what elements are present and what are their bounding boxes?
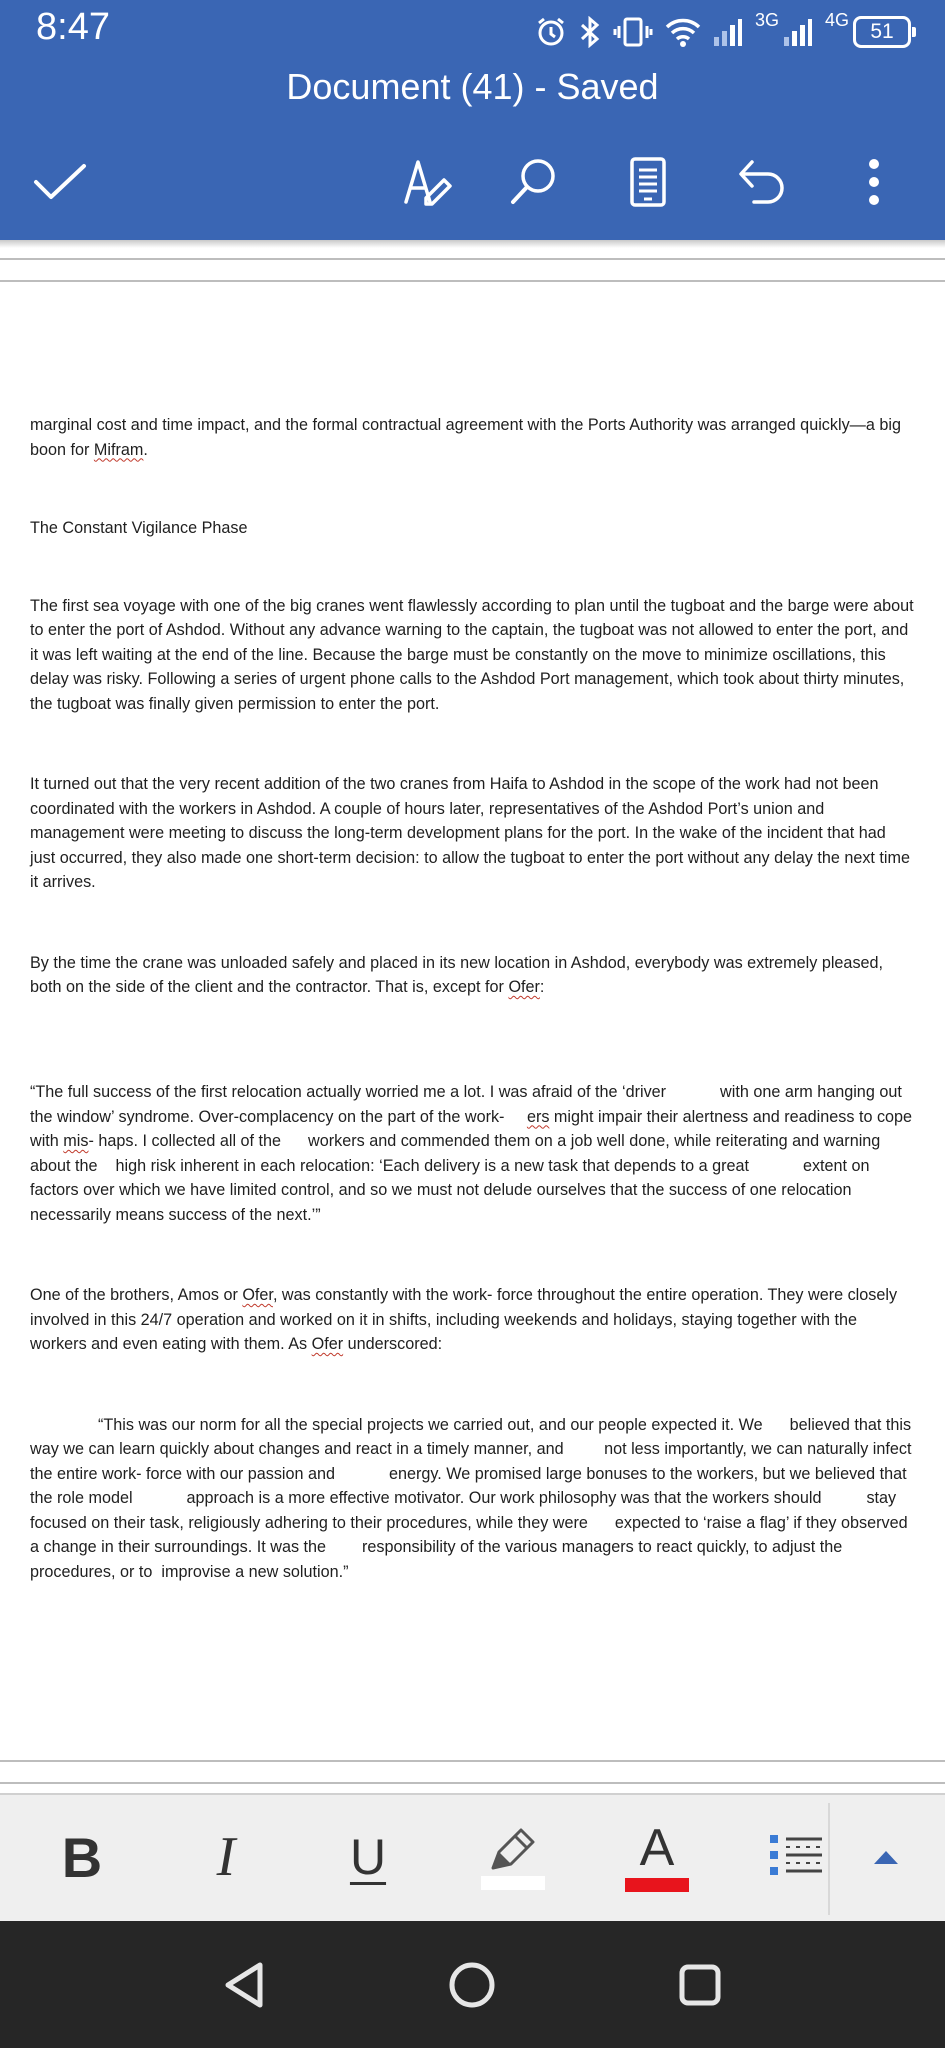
- italic-label: I: [216, 1826, 236, 1888]
- search-icon[interactable]: [504, 152, 564, 212]
- bold-label: B: [61, 1825, 103, 1889]
- wifi-icon: [665, 17, 701, 47]
- paragraph-4: By the time the crane was unloaded safely and placed in its new location in Ashdod, everybody was extremely pleased, both on the side of the client and the contractor. That is, except for Ofer:: [30, 953, 884, 996]
- font-color-label: A: [639, 1819, 675, 1877]
- format-toolbar: [0, 1793, 945, 1923]
- network-4g-label: 4G: [824, 9, 849, 30]
- more-icon[interactable]: [844, 152, 904, 212]
- paragraph-1: marginal cost and time impact, and the formal contractual agreement with the Ports Authority was arranged quickly—a big boon for Mifram.: [30, 416, 901, 459]
- section-heading: The Constant Vigilance Phase: [30, 519, 248, 537]
- document-title: Document (41) - Saved: [286, 66, 659, 107]
- check-icon[interactable]: [30, 152, 90, 212]
- signal-4g-icon: [783, 17, 813, 47]
- expand-toolbar-button[interactable]: [858, 1817, 914, 1897]
- spelling-error-ofer-2[interactable]: Ofer: [242, 1286, 273, 1304]
- spelling-error-mifram[interactable]: Mifram: [93, 440, 144, 459]
- network-3g-label: 3G: [754, 9, 779, 30]
- page-top-rule-2: [0, 280, 945, 282]
- page-bottom-rule-2: [0, 1782, 945, 1784]
- spelling-error-ofer[interactable]: Ofer: [508, 978, 540, 996]
- bullet-list-icon: [766, 1829, 826, 1885]
- document-body[interactable]: [30, 413, 915, 1584]
- highlighter-icon: [483, 1824, 543, 1874]
- page-bottom-rule: [0, 1760, 945, 1762]
- status-icons: [535, 9, 911, 52]
- caret-up-icon: [872, 1848, 900, 1866]
- paragraph-2: The first sea voyage with one of the big cranes went flawlessly according to plan until the tugboat and the barge were about to enter the port of Ashdod. Without any advance warning to the captain, the tugboat was not allowed to enter the port, and it was left waiting at the end of the line. Because the barge must be constantly on the move to minimize oscillations, this delay was risky. Following a series of urgent phone calls to the Ashdod Port management, which took about thirty minutes, the tugboat was finally given permission to enter the port.: [30, 596, 914, 713]
- bold-button[interactable]: [52, 1817, 112, 1897]
- signal-3g-icon: [713, 17, 743, 47]
- home-icon[interactable]: [442, 1955, 502, 2015]
- mobile-view-icon[interactable]: [618, 152, 678, 212]
- highlight-color-swatch: [481, 1876, 545, 1890]
- spelling-error-ers[interactable]: ers: [526, 1107, 550, 1126]
- italic-button[interactable]: [196, 1817, 256, 1897]
- vibrate-icon: [613, 16, 653, 48]
- underline-button[interactable]: [338, 1817, 398, 1897]
- undo-icon[interactable]: [732, 152, 792, 212]
- bullet-list-button[interactable]: [764, 1817, 828, 1897]
- font-color-button[interactable]: [624, 1817, 690, 1897]
- quote-1: “The full success of the first relocation actually worried me a lot. I was afraid of the ‘driver with one arm hanging out the window’ syndrome. Over-complacency on the part of the work- ers might impair their alertness and readiness to cope with mis- haps. I collected all of the workers and commended them on a job well done, while reiterating and warning about the high risk inherent in each relocation: ‘Each delivery is a new task that depends to a great extent on factors over which we have limited control, and so we must not delude ourselves that the success of one relocation necessarily means success of the next.’”: [30, 1083, 917, 1224]
- underline-label: U: [349, 1829, 387, 1885]
- quote-2: “This was our norm for all the special projects we carried out, and our people expected it. We believed that this way we can learn quickly about changes and react in a timely manner, and not less importantly, we can naturally infect the entire work- force with our passion and energy. We promised large bonuses to the workers, but we believed that the role model approach is a more effective motivator. Our work philosophy was that the workers should stay focused on their task, religiously adhering to their procedures, while they were expected to ‘raise a flag’ if they observed a change in their surroundings. It was the responsibility of the various managers to react quickly, to adjust the procedures, or to improvise a new solution.”: [30, 1415, 916, 1581]
- status-time: 8:47: [36, 6, 110, 48]
- paragraph-5: One of the brothers, Amos or Ofer, was constantly with the work- force throughout the entire operation. They were closely involved in this 24/7 operation and worked on it in shifts, including weekends and holidays, staying together with the workers and even eating with them. As Ofer underscored:: [30, 1286, 898, 1353]
- alarm-icon: [535, 16, 567, 48]
- back-icon[interactable]: [214, 1955, 274, 2015]
- bluetooth-icon: [579, 16, 601, 48]
- app-header: [0, 0, 945, 240]
- battery-indicator: 51: [853, 16, 911, 48]
- navigation-bar: [0, 1921, 945, 2048]
- paragraph-3: It turned out that the very recent addition of the two cranes from Haifa to Ashdod in the scope of the work had not been coordinated with the workers in Ashdod. A couple of hours later, representatives of the Ashdod Port’s union and management were meeting to discuss the long-term development plans for the port. In the wake of the incident that had just occurred, they also made one short-term decision: to allow the tugboat to enter the port without any delay the next time it arrives.: [30, 775, 911, 891]
- page-top-rule: [0, 258, 945, 260]
- font-color-swatch: [625, 1878, 689, 1892]
- draw-icon[interactable]: [398, 152, 458, 212]
- spelling-error-ofer-3[interactable]: Ofer: [311, 1335, 344, 1353]
- highlight-button[interactable]: [478, 1817, 548, 1897]
- spelling-error-mis[interactable]: mis: [63, 1132, 89, 1150]
- format-divider: [828, 1803, 830, 1915]
- recents-icon[interactable]: [670, 1955, 730, 2015]
- header-shadow: [0, 240, 945, 248]
